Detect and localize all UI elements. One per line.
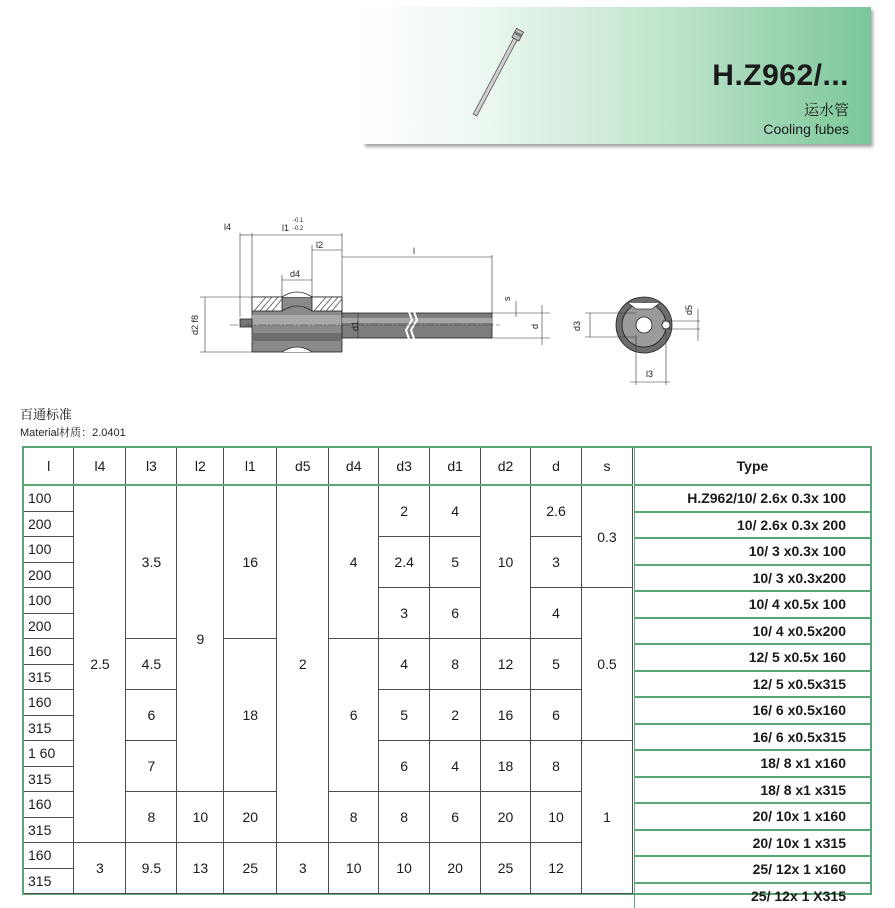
type-cell: 10/ 4 x0.5x200	[635, 618, 871, 645]
cell-l: 160	[24, 639, 74, 665]
dimension-table	[24, 448, 633, 894]
header-banner	[363, 7, 871, 144]
cell-s: 0.3	[581, 485, 632, 588]
label-d: d	[530, 324, 540, 329]
product-name-en: Cooling fubes	[763, 121, 849, 137]
cell-l3: 4.5	[126, 639, 177, 690]
product-code: H.Z962/...	[712, 59, 849, 93]
type-cell: 10/ 3 x0.3x200	[635, 565, 871, 592]
product-name-cn: 运水管	[804, 99, 849, 120]
spec-table	[22, 446, 872, 895]
label-d4: d4	[290, 269, 300, 279]
cell-d2: 16	[481, 690, 531, 741]
cell-d: 6	[531, 690, 582, 741]
cell-l1: 16	[224, 485, 277, 639]
cell-l4: 3	[74, 843, 126, 894]
cell-d5: 3	[277, 843, 329, 894]
cell-d1: 6	[430, 792, 481, 843]
cell-d1: 6	[430, 588, 481, 639]
cell-d4: 6	[329, 639, 379, 792]
cell-d2: 18	[481, 741, 531, 792]
technical-drawing	[180, 205, 700, 395]
cell-l3: 7	[126, 741, 177, 792]
header-d3: d3	[379, 448, 430, 485]
cell-l: 315	[24, 868, 74, 894]
header-type: Type	[635, 448, 871, 485]
type-cell: 10/ 2.6x 0.3x 200	[635, 512, 871, 539]
type-cell: 12/ 5 x0.5x315	[635, 671, 871, 698]
cell-d2: 25	[481, 843, 531, 894]
cell-l1: 20	[224, 792, 277, 843]
cell-d3: 4	[379, 639, 430, 690]
type-cell: 20/ 10x 1 x315	[635, 830, 871, 857]
label-d5: d5	[684, 305, 694, 315]
label-d3: d3	[572, 321, 582, 331]
cell-l1: 18	[224, 639, 277, 792]
cell-l: 200	[24, 562, 74, 588]
cell-d2: 10	[481, 485, 531, 639]
cell-d4: 8	[329, 792, 379, 843]
type-cell: 25/ 12x 1 X315	[635, 883, 871, 908]
cell-d3: 3	[379, 588, 430, 639]
header-d2: d2	[481, 448, 531, 485]
cell-l3: 3.5	[126, 485, 177, 639]
label-l2: l2	[316, 240, 323, 250]
standard-label: 百通标准	[20, 404, 72, 423]
header-d1: d1	[430, 448, 481, 485]
type-cell: 25/ 12x 1 x160	[635, 856, 871, 883]
type-cell: 18/ 8 x1 x315	[635, 777, 871, 804]
header-d: d	[531, 448, 582, 485]
type-cell: 20/ 10x 1 x160	[635, 803, 871, 830]
label-l1: l1	[282, 223, 289, 233]
label-l1-tol-upper: -0.1	[293, 218, 304, 224]
cell-l: 100	[24, 485, 74, 511]
header-d4: d4	[329, 448, 379, 485]
header-l1: l1	[224, 448, 277, 485]
cell-l3: 8	[126, 792, 177, 843]
type-cell: 12/ 5 x0.5x 160	[635, 644, 871, 671]
cell-l3: 9.5	[126, 843, 177, 894]
cell-d: 4	[531, 588, 582, 639]
type-cell: 16/ 6 x0.5x160	[635, 697, 871, 724]
cell-d2: 12	[481, 639, 531, 690]
header-s: s	[581, 448, 632, 485]
cell-d3: 8	[379, 792, 430, 843]
cell-l2: 13	[177, 843, 224, 894]
end-view	[616, 297, 672, 353]
cell-d2: 20	[481, 792, 531, 843]
cell-d: 3	[531, 537, 582, 588]
cell-d4: 10	[329, 843, 379, 894]
cell-l2: 9	[177, 485, 224, 792]
label-l1-tol-lower: -0.2	[293, 226, 304, 232]
label-l4: l4	[224, 222, 231, 232]
cell-d1: 20	[430, 843, 481, 894]
cell-l: 160	[24, 843, 74, 869]
cell-l4: 2.5	[74, 485, 126, 843]
header-l3: l3	[126, 448, 177, 485]
cell-d1: 8	[430, 639, 481, 690]
cell-d1: 4	[430, 485, 481, 537]
cell-l1: 25	[224, 843, 277, 894]
cell-d3: 6	[379, 741, 430, 792]
type-cell: 18/ 8 x1 x160	[635, 750, 871, 777]
cell-s: 1	[581, 741, 632, 894]
cell-d: 10	[531, 792, 582, 843]
cell-l: 200	[24, 511, 74, 537]
cell-l: 100	[24, 588, 74, 614]
cell-s: 0.5	[581, 588, 632, 741]
cell-d1: 2	[430, 690, 481, 741]
header-d5: d5	[277, 448, 329, 485]
cell-l: 100	[24, 537, 74, 563]
cell-d: 2.6	[531, 485, 582, 537]
cell-d1: 4	[430, 741, 481, 792]
side-view	[230, 292, 500, 352]
header-l2: l2	[177, 448, 224, 485]
cell-l: 160	[24, 690, 74, 716]
cell-d1: 5	[430, 537, 481, 588]
cell-l: 160	[24, 792, 74, 818]
cell-l: 1 60	[24, 741, 74, 767]
cell-l: 315	[24, 817, 74, 843]
header-l4: l4	[74, 448, 126, 485]
cell-d4: 4	[329, 485, 379, 639]
type-cell: H.Z962/10/ 2.6x 0.3x 100	[635, 485, 871, 512]
label-d1: d1	[350, 321, 360, 331]
type-table	[634, 448, 870, 908]
cell-l: 315	[24, 766, 74, 792]
cell-d3: 5	[379, 690, 430, 741]
cell-d3: 2.4	[379, 537, 430, 588]
label-s: s	[502, 296, 512, 301]
label-l: l	[413, 246, 415, 256]
header-l: l	[24, 448, 74, 485]
material-label: Material材质：2.0401	[20, 424, 126, 440]
type-cell: 16/ 6 x0.5x315	[635, 724, 871, 751]
cell-l: 200	[24, 613, 74, 639]
label-d2: d2 f8	[190, 315, 200, 335]
cell-l: 315	[24, 664, 74, 690]
cell-l3: 6	[126, 690, 177, 741]
type-cell: 10/ 3 x0.3x 100	[635, 538, 871, 565]
cell-l2: 10	[177, 792, 224, 843]
type-cell: 10/ 4 x0.5x 100	[635, 591, 871, 618]
cell-d: 5	[531, 639, 582, 690]
cell-d3: 10	[379, 843, 430, 894]
cell-d: 12	[531, 843, 582, 894]
label-l3: l3	[646, 369, 653, 379]
cell-d5: 2	[277, 485, 329, 843]
cell-d: 8	[531, 741, 582, 792]
cell-d3: 2	[379, 485, 430, 537]
cell-l: 315	[24, 715, 74, 741]
